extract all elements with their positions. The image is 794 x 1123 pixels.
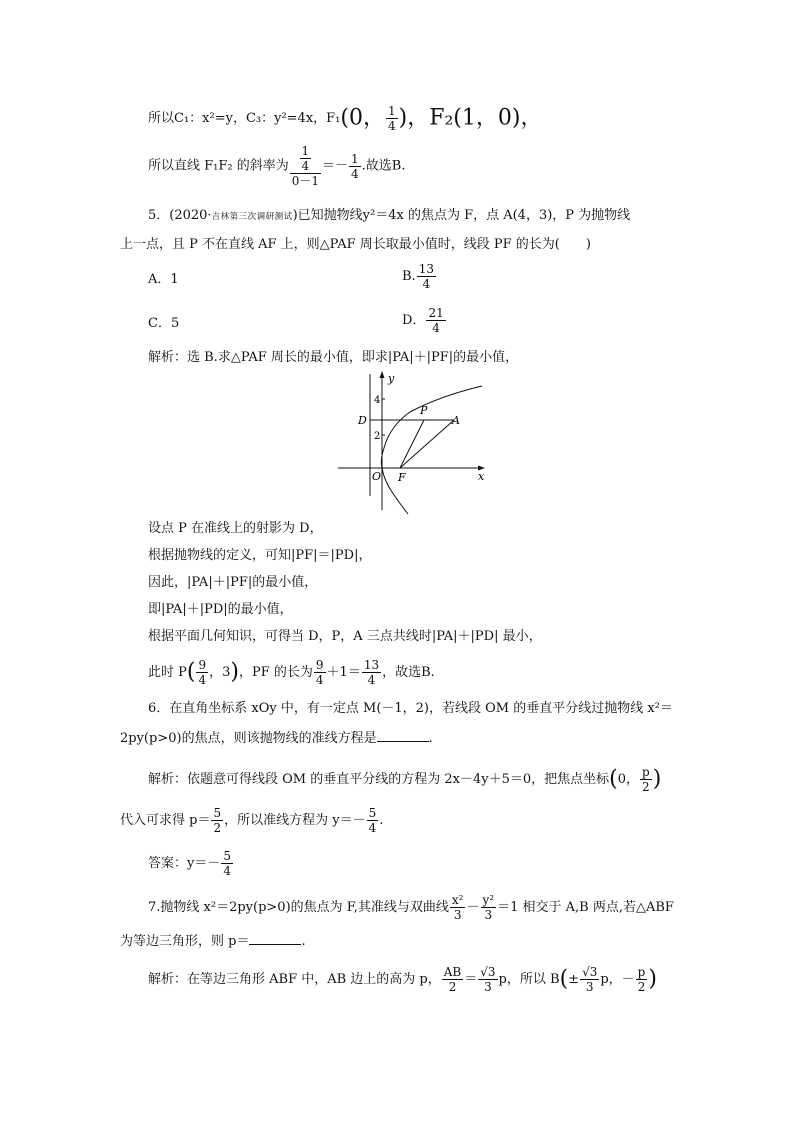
question-7-line-2 xyxy=(120,932,306,951)
solution-5-text: ，PF 的长为 xyxy=(239,665,313,680)
frac-den: 4 xyxy=(368,821,377,835)
parabola-curve xyxy=(381,386,482,514)
question-7-line-1 xyxy=(148,893,674,922)
question-6-line-1 xyxy=(148,700,673,718)
focus-coord-x: 0， xyxy=(617,772,640,787)
frac-den: 4 xyxy=(223,864,231,878)
frac-num: 9 xyxy=(198,658,207,672)
frac-den: 3 xyxy=(484,908,493,922)
frac-num: p xyxy=(637,965,646,979)
question-6-line-2 xyxy=(120,729,433,748)
fraction-y2-3 xyxy=(481,893,497,922)
slope-post: .故选B. xyxy=(361,158,406,174)
solution-7-line xyxy=(148,965,657,994)
frac-den: 4 xyxy=(198,673,207,687)
slope-eq: ＝－ xyxy=(322,158,349,174)
fraction-root3-3-b xyxy=(580,965,599,994)
f2-coord: )，F₂(1，0)， xyxy=(398,105,543,131)
solution-5-text: 根据抛物线的定义，可知|PF|＝|PD|， xyxy=(148,548,372,563)
option-d-label: D． xyxy=(402,313,426,328)
fraction-p-half xyxy=(640,765,652,794)
frac-num: 21 xyxy=(428,306,444,320)
solution-6-text: 代入可求得 p＝ xyxy=(120,813,211,828)
paren-close: ) xyxy=(230,659,239,685)
solution-7-eq: ＝ xyxy=(464,972,478,987)
solution-5-text: 解析：选 B.求△PAF 周长的最小值，即求|PA|＋|PF|的最小值， xyxy=(148,350,519,365)
frac-den: 3 xyxy=(484,980,492,994)
frac-num: 5 xyxy=(213,806,222,820)
fraction-option-b xyxy=(417,262,436,291)
solution-5-line-3 xyxy=(148,547,371,565)
fraction-five-quarters xyxy=(367,806,379,835)
frac-den: 2 xyxy=(637,980,646,994)
solution-5-line-6 xyxy=(148,628,542,646)
frac-den: 4 xyxy=(367,673,376,687)
paren-open: ( xyxy=(609,766,618,792)
frac-num: 13 xyxy=(418,262,434,276)
fraction-p-x xyxy=(196,658,208,687)
fraction-f1-y xyxy=(386,104,398,133)
frac-den: 4 xyxy=(301,159,310,173)
frac-num: y² xyxy=(482,893,495,907)
answer-blank-7[interactable] xyxy=(249,932,301,945)
fraction-nine-quarters xyxy=(314,658,326,687)
solution-5-text: 设点 P 在准线上的射影为 D， xyxy=(148,521,323,536)
frac-den: 0－1 xyxy=(291,174,320,188)
f1-coord-open: (0， xyxy=(340,105,385,131)
question-5-line-2 xyxy=(120,236,591,254)
solution-7-text: p，所以 B xyxy=(498,972,560,987)
frac-num: x² xyxy=(451,893,464,907)
segment-pf xyxy=(400,420,424,468)
frac-num: √3 xyxy=(582,965,598,979)
paren-close: ) xyxy=(648,966,657,992)
solution-5-line-4 xyxy=(148,574,317,592)
solution-5-line-5 xyxy=(148,601,293,619)
frac-den: 4 xyxy=(387,119,396,133)
option-b-label: B. xyxy=(402,269,416,284)
answer-blank-6[interactable] xyxy=(377,729,429,742)
frac-num-compound xyxy=(290,144,321,174)
solution-5-text: ＋1＝ xyxy=(326,665,361,680)
fraction-thirteen-quarters xyxy=(362,658,381,687)
frac-den: 4 xyxy=(432,321,440,335)
fraction-quarter xyxy=(349,152,361,181)
q6-end: . xyxy=(428,731,433,746)
q7-minus: － xyxy=(466,900,480,915)
frac-den: 2 xyxy=(448,980,457,994)
solution-6-line-2 xyxy=(120,806,383,835)
label-o: O xyxy=(372,470,382,483)
q7-text: ＝1 相交于 A,B 两点,若△ABF xyxy=(497,900,674,915)
solution-6-text: ，所以准线方程为 y＝－ xyxy=(224,813,366,828)
solution-5-line-2 xyxy=(148,520,323,538)
paren-open: ( xyxy=(559,966,569,992)
q5-text: )已知抛物线y²＝4x 的焦点为 F，点 A(4，3)，P 为抛物线 xyxy=(292,208,631,223)
fraction-five-halves xyxy=(211,806,223,835)
q7-text: 7.抛物线 x²＝2py(p>0)的焦点为 F,其准线与双曲线 xyxy=(148,900,449,915)
q7-text-2: 为等边三角形，则 p＝ xyxy=(120,934,250,949)
option-a xyxy=(148,271,179,289)
solution-6-text: 解析：依题意可得线段 OM 的垂直平分线的方程为 2x－4y＋5＝0，把焦点坐标 xyxy=(148,772,610,787)
fraction-slope xyxy=(290,144,321,188)
frac-num: AB xyxy=(443,965,462,979)
frac-den: 3 xyxy=(453,908,462,922)
text-line-c1-c3 xyxy=(148,104,542,133)
option-c-text: C．5 xyxy=(148,316,180,331)
fraction-inner xyxy=(300,144,312,173)
solution-5-text: 根据平面几何知识，可得当 D，P，A 三点共线时|PA|＋|PD| 最小， xyxy=(148,629,542,644)
solution-5-text: 因此，|PA|＋|PF|的最小值， xyxy=(148,575,318,590)
p-y-coord: ，3 xyxy=(209,665,231,680)
text-c1-c3: 所以C₁：x²=y，C₃：y²=4x，F₁ xyxy=(148,111,341,126)
q6-text-2: 2py(p>0)的焦点，则该抛物线的准线方程是 xyxy=(120,731,377,746)
fraction-ab-half xyxy=(442,965,463,994)
solution-5-line-7 xyxy=(148,658,435,687)
solution-5-text: 即|PA|＋|PD|的最小值， xyxy=(148,602,293,617)
solution-6-line-1 xyxy=(148,765,661,794)
solution-7-coord: p，－ xyxy=(600,972,635,987)
answer-6-line xyxy=(148,849,234,878)
parabola-figure xyxy=(330,368,490,516)
fraction-p-half-b xyxy=(636,965,648,994)
frac-num: √3 xyxy=(480,965,496,979)
label-a: A xyxy=(452,414,460,427)
frac-num: 5 xyxy=(368,806,377,820)
plus-minus: ± xyxy=(568,972,580,987)
y-axis-arrow xyxy=(380,371,385,378)
frac-num: p xyxy=(642,765,650,779)
solution-5-line-1 xyxy=(148,349,518,367)
tick-4: 4 xyxy=(374,395,381,406)
question-5-line-1 xyxy=(148,207,630,225)
frac-den: 4 xyxy=(315,673,324,687)
tick-2: 2 xyxy=(374,431,381,442)
slope-prefix: 所以直线 F₁F₂ 的斜率为 xyxy=(148,158,289,174)
label-p: P xyxy=(420,404,428,417)
q5-source: 吉林第三次调研测试 xyxy=(211,211,293,221)
fraction-root3-3 xyxy=(478,965,497,994)
frac-num: 1 xyxy=(301,144,310,158)
frac-num: 1 xyxy=(351,151,359,166)
fraction-x2-3 xyxy=(450,893,466,922)
option-b xyxy=(402,262,437,291)
label-f: F xyxy=(398,471,406,484)
frac-den: 2 xyxy=(642,780,650,794)
solution-7-text: 解析：在等边三角形 ABF 中，AB 边上的高为 p， xyxy=(148,972,441,987)
segment-af xyxy=(400,420,454,468)
option-a-text: A．1 xyxy=(148,272,179,287)
solution-5-text: 此时 P xyxy=(148,665,187,680)
q6-text: 6．在直角坐标系 xOy 中，有一定点 M(－1，2)，若线段 OM 的垂直平分线过抛物线 x²＝ xyxy=(148,701,673,716)
answer-6-text: 答案：y＝－ xyxy=(148,856,221,871)
q5-number: 5．(2020· xyxy=(148,208,212,223)
option-d xyxy=(402,306,447,335)
option-c xyxy=(148,315,179,333)
label-y: y xyxy=(388,372,395,385)
q5-text-2: 上一点，且 P 不在直线 AF 上，则△PAF 周长取最小值时，线段 PF 的长为( ) xyxy=(120,237,591,252)
frac-den: 4 xyxy=(422,277,431,291)
frac-num: 5 xyxy=(223,849,231,863)
frac-den: 4 xyxy=(351,166,359,181)
solution-5-text: ，故选B. xyxy=(382,665,435,680)
solution-6-end: . xyxy=(379,813,384,828)
frac-num: 1 xyxy=(387,104,396,118)
frac-num: 9 xyxy=(315,658,324,672)
frac-den: 2 xyxy=(213,821,222,835)
fraction-answer-6 xyxy=(221,849,233,878)
frac-num: 13 xyxy=(363,658,380,672)
frac-den: 3 xyxy=(585,980,594,994)
label-d: D xyxy=(358,414,367,427)
q7-end: . xyxy=(301,934,306,949)
fraction-option-d xyxy=(426,306,445,335)
paren-open: ( xyxy=(186,659,196,685)
paren-close: ) xyxy=(652,766,662,792)
label-x: x xyxy=(478,470,485,483)
text-line-slope xyxy=(148,144,406,188)
